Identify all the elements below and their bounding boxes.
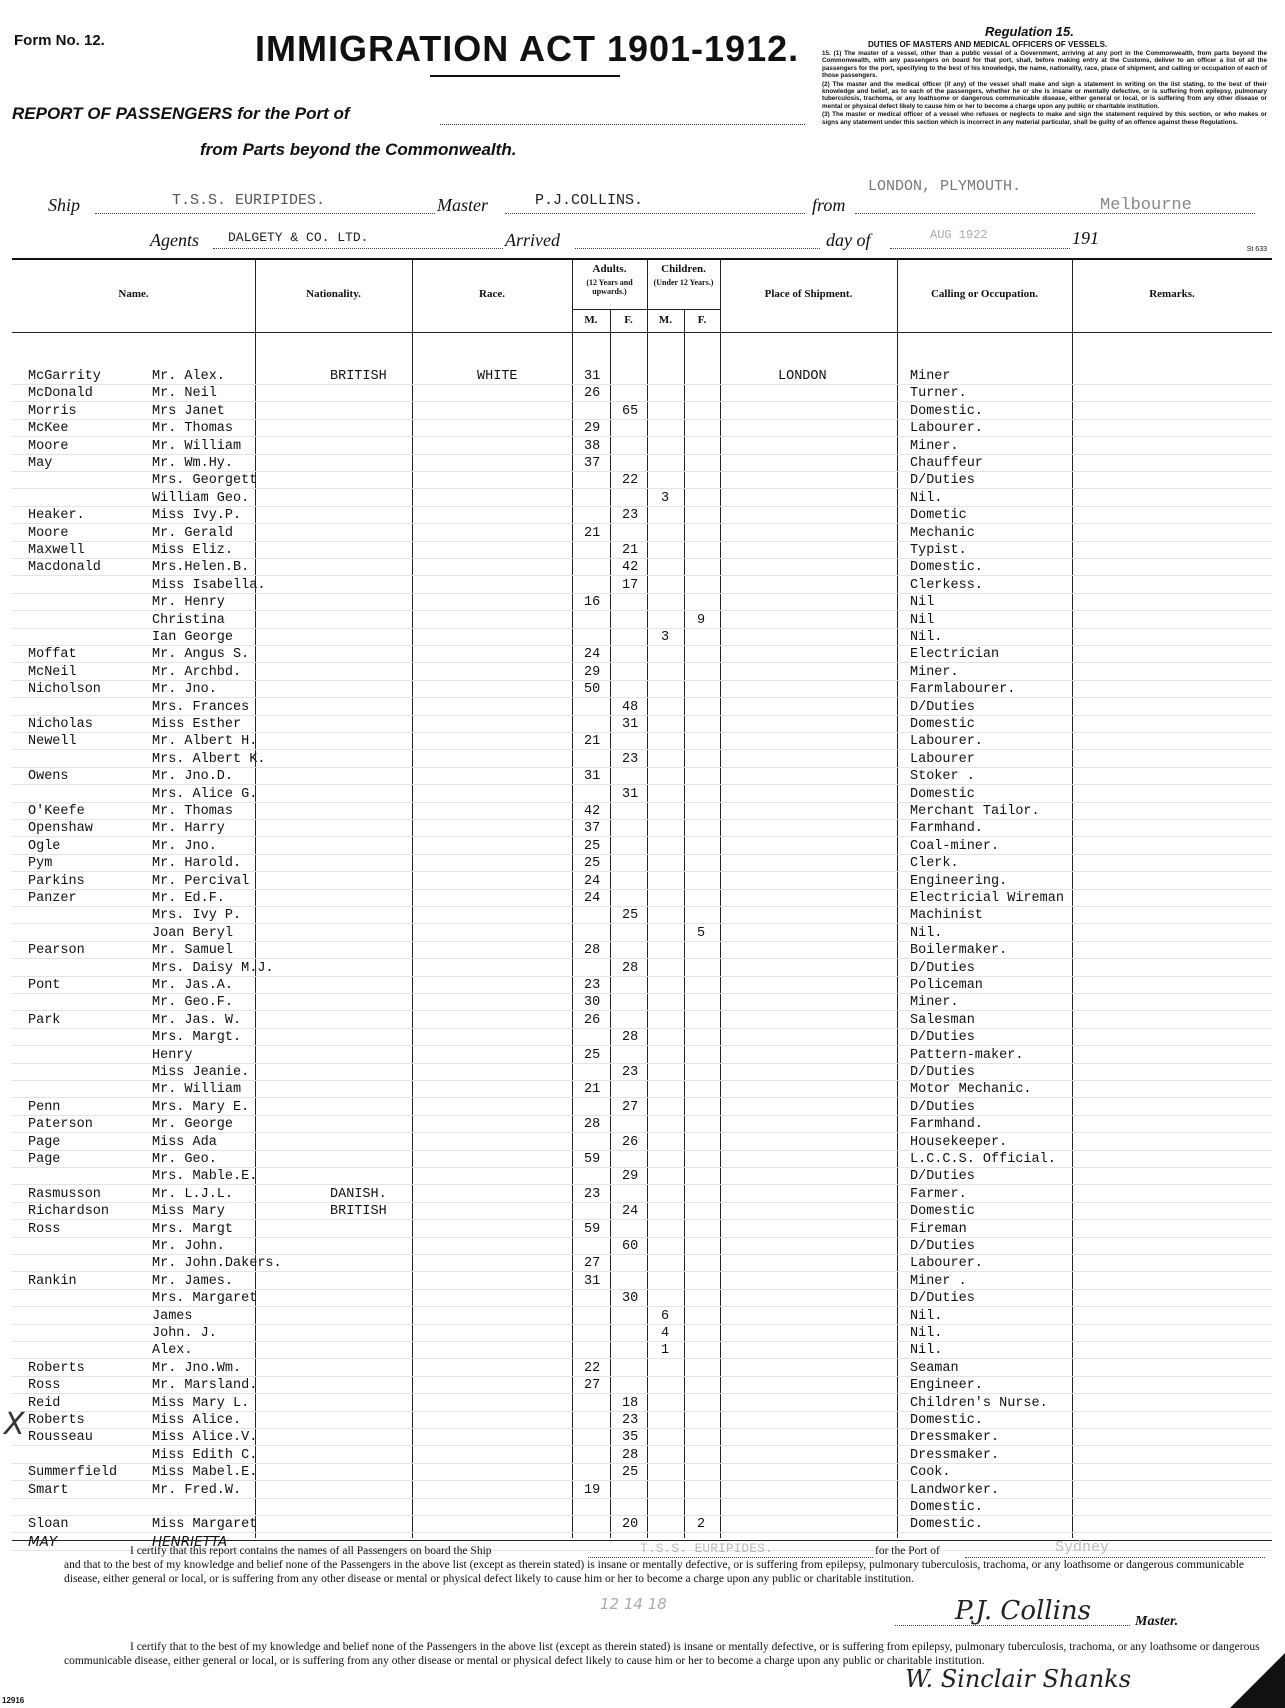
certificate-port-label: for the Port of: [875, 1545, 940, 1557]
surname: Openshaw: [28, 821, 93, 837]
given-name: Mr. Angus S.: [152, 647, 250, 663]
col-header-race: Race.: [479, 288, 505, 300]
adult-female-age: 65: [622, 403, 639, 419]
given-name: Mrs. Mable.E.: [152, 1169, 258, 1185]
given-name: Alex.: [152, 1343, 193, 1359]
occupation: Domestic: [910, 1204, 975, 1220]
given-name: Miss Esther: [152, 717, 242, 732]
col-header-adult-f: F.: [624, 314, 633, 326]
regulation-subtitle: DUTIES OF MASTERS AND MEDICAL OFFICERS OF VESSELS.: [868, 40, 1108, 49]
occupation: Dometic: [910, 508, 967, 524]
given-name: Miss Alice.: [152, 1413, 242, 1428]
child-male-age: 3: [661, 490, 670, 506]
occupation: L.C.C.S. Official.: [910, 1152, 1056, 1167]
given-name: Mr. Samuel: [152, 943, 234, 959]
occupation: Domestic.: [910, 403, 983, 419]
surname: Pym: [28, 856, 53, 872]
occupation: Domestic.: [910, 1500, 983, 1515]
surname: Owens: [28, 769, 69, 785]
given-name: Mrs. Alice G.: [152, 786, 258, 802]
occupation: Nil.: [910, 1308, 943, 1324]
occupation: Nil.: [910, 630, 943, 645]
adult-female-age: 17: [622, 577, 639, 593]
surname: Moore: [28, 525, 69, 541]
occupation: Landworker.: [910, 1482, 1000, 1498]
regulation-title: Regulation 15.: [985, 24, 1074, 39]
adult-male-age: 27: [584, 1378, 601, 1394]
occupation: Seaman: [910, 1360, 959, 1376]
given-name: Mr. Thomas: [152, 804, 234, 819]
adult-male-age: 31: [584, 769, 601, 785]
adult-female-age: 23: [622, 1065, 639, 1080]
footer-code: 12916: [2, 1696, 25, 1705]
occupation: Nil.: [910, 1343, 943, 1359]
adult-male-age: 25: [584, 1047, 601, 1063]
adult-male-age: 29: [584, 421, 601, 437]
adult-female-age: 25: [622, 1465, 639, 1481]
form-number: Form No. 12.: [14, 32, 105, 49]
adult-female-age: 26: [622, 1134, 639, 1150]
given-name: Mrs. Frances: [152, 699, 250, 715]
surname: Roberts: [28, 1360, 85, 1376]
given-name: Miss Mary L.: [152, 1395, 250, 1411]
given-name: Mr. George: [152, 1117, 234, 1133]
given-name: Mr. Fred.W.: [152, 1482, 242, 1498]
surname: McKee: [28, 421, 69, 437]
agents-value: DALGETY & CO. LTD.: [228, 230, 369, 245]
occupation: D/Duties: [910, 1239, 975, 1254]
adult-female-age: 48: [622, 699, 639, 715]
surname: McGarrity: [28, 369, 101, 384]
occupation: Engineering.: [910, 873, 1008, 889]
regulation-para-3: (3) The master or medical officer of a vessel who refuses or neglects to make and sign the statement required by this section, or who makes or signs any statement under this section which is incorrect in any material particular, shall be guilty of an offence against these Regulations.: [822, 111, 1267, 126]
surname: Pearson: [28, 943, 85, 959]
given-name: Mr. Gerald: [152, 525, 234, 541]
adult-male-age: 28: [584, 1117, 601, 1133]
surname: Maxwell: [28, 543, 85, 558]
occupation: Domestic.: [910, 1413, 983, 1428]
given-name: Miss Margaret: [152, 1517, 258, 1533]
adult-male-age: 50: [584, 682, 601, 698]
adult-male-age: 29: [584, 664, 601, 680]
child-male-age: 1: [661, 1343, 670, 1359]
given-name: Mrs Janet: [152, 403, 225, 419]
year-label: 191: [1072, 228, 1099, 248]
adult-female-age: 25: [622, 908, 639, 924]
col-header-calling: Calling or Occupation.: [930, 288, 1039, 300]
occupation: D/Duties: [910, 960, 975, 976]
nationality: BRITISH: [330, 369, 387, 384]
col-header-child-f: F.: [697, 314, 707, 326]
occupation: Nil.: [910, 490, 943, 506]
adult-female-age: 22: [622, 473, 639, 489]
surname: May: [28, 456, 53, 471]
occupation: Fireman: [910, 1221, 967, 1237]
occupation: Domestic.: [910, 1517, 983, 1533]
occupation: Labourer.: [910, 1256, 983, 1272]
adult-male-age: 21: [584, 525, 601, 541]
arrival-stamp: AUG 1922: [930, 228, 988, 242]
adult-male-age: 23: [584, 1186, 601, 1202]
given-name: Mr. Wm.Hy.: [152, 456, 234, 471]
occupation: D/Duties: [910, 1030, 975, 1046]
surname: Paterson: [28, 1117, 93, 1133]
adult-male-age: 59: [584, 1221, 601, 1237]
occupation: Domestic.: [910, 560, 983, 576]
given-name: Mr. Jas. W.: [152, 1012, 242, 1028]
adult-female-age: 42: [622, 560, 639, 576]
surname: Newell: [28, 734, 77, 750]
given-name: Mr. Jno.: [152, 838, 217, 854]
certificate-ship: T.S.S. EURIPIDES.: [640, 1541, 773, 1556]
occupation: Machinist: [910, 908, 983, 924]
col-header-nationality: Nationality.: [306, 288, 361, 300]
occupation: Clerkess.: [910, 577, 983, 593]
arrived-label: Arrived: [505, 230, 560, 250]
ship-value: T.S.S. EURIPIDES.: [172, 192, 326, 209]
given-name: Mr. Albert H.: [152, 734, 258, 750]
col-header-children-sub: (Under 12 Years.): [653, 278, 714, 287]
adult-male-age: 37: [584, 821, 601, 837]
given-name: Mrs. Margt: [152, 1221, 234, 1237]
adult-male-age: 16: [584, 595, 601, 611]
occupation: Engineer.: [910, 1378, 983, 1394]
col-header-place: Place of Shipment.: [764, 288, 853, 300]
surname: Moffat: [28, 647, 77, 663]
surname: Parkins: [28, 873, 85, 889]
medical-officer-signature: W. Sinclair Shanks: [905, 1665, 1132, 1693]
given-name: Mr. Jno.: [152, 682, 217, 698]
child-male-age: 4: [661, 1326, 670, 1341]
given-name: Mr. Henry: [152, 595, 225, 611]
adult-male-age: 24: [584, 891, 601, 906]
col-header-name: Name.: [118, 288, 149, 300]
adult-female-age: 60: [622, 1239, 639, 1254]
occupation: Coal-miner.: [910, 838, 1000, 854]
given-name: James: [152, 1308, 193, 1324]
occupation: Nil: [910, 612, 935, 628]
occupation: Labourer.: [910, 734, 983, 750]
margin-cross-mark: X: [4, 1407, 25, 1442]
given-name: Mrs. Albert K.: [152, 751, 266, 767]
occupation: Merchant Tailor.: [910, 804, 1040, 819]
adult-male-age: 22: [584, 1360, 601, 1376]
given-name: Mr. Ed.F.: [152, 891, 225, 906]
from-value-2: Melbourne: [1100, 196, 1192, 215]
adult-male-age: 25: [584, 856, 601, 872]
given-name: Mr. L.J.L.: [152, 1186, 234, 1202]
from-value: LONDON, PLYMOUTH.: [868, 178, 1022, 195]
given-name: John. J.: [152, 1326, 217, 1341]
given-name: Mr. Neil: [152, 386, 217, 402]
surname: Park: [28, 1012, 61, 1028]
from-label: from: [812, 195, 846, 215]
child-male-age: 6: [661, 1308, 670, 1324]
surname: Richardson: [28, 1204, 110, 1220]
surname: Penn: [28, 1099, 61, 1115]
day-of-label: day of: [826, 230, 871, 250]
given-name: Mrs. Margaret: [152, 1291, 258, 1307]
adult-male-age: 21: [584, 734, 601, 750]
surname: Ogle: [28, 838, 61, 854]
given-name: Mr. John.Dakers.: [152, 1256, 282, 1272]
adult-female-age: 23: [622, 751, 639, 767]
given-name: Mr. John.: [152, 1239, 225, 1254]
report-line-1: REPORT OF PASSENGERS for the Port of: [12, 104, 350, 123]
occupation: Nil: [910, 595, 935, 611]
given-name: Mr. Percival: [152, 873, 250, 889]
occupation: Electricial Wireman: [910, 891, 1064, 906]
report-line-2: from Parts beyond the Commonwealth.: [200, 140, 517, 159]
given-name: Henry: [152, 1047, 193, 1063]
surname: Summerfield: [28, 1465, 118, 1481]
surname: Moore: [28, 438, 69, 454]
occupation: D/Duties: [910, 1169, 975, 1185]
adult-male-age: 27: [584, 1256, 601, 1272]
given-name: Mr. Jas.A.: [152, 978, 234, 993]
surname: Rasmusson: [28, 1186, 101, 1202]
master-label: Master.: [1135, 1614, 1179, 1629]
stock-code: St 633: [1246, 246, 1267, 253]
surname: MAY: [28, 1533, 58, 1550]
occupation: Turner.: [910, 386, 967, 402]
given-name: Mr. Alex.: [152, 369, 225, 384]
adult-male-age: 38: [584, 438, 601, 454]
agents-label: Agents: [150, 230, 199, 250]
given-name: Miss Ivy.P.: [152, 508, 242, 524]
occupation: Salesman: [910, 1012, 975, 1028]
occupation: Dressmaker.: [910, 1447, 1000, 1463]
occupation: Miner.: [910, 438, 959, 454]
adult-male-age: 31: [584, 369, 601, 384]
adult-female-age: 28: [622, 960, 639, 976]
given-name: Mr. Harold.: [152, 856, 242, 872]
adult-female-age: 24: [622, 1204, 639, 1220]
given-name: Mr. Thomas: [152, 421, 234, 437]
adult-male-age: 24: [584, 647, 601, 663]
adult-female-age: 29: [622, 1169, 639, 1185]
occupation: Boilermaker.: [910, 943, 1008, 959]
adult-female-age: 20: [622, 1517, 639, 1533]
adult-male-age: 19: [584, 1482, 601, 1498]
master-signature: P.J. Collins: [955, 1596, 1092, 1626]
occupation: D/Duties: [910, 1099, 975, 1115]
master-value: P.J.COLLINS.: [535, 192, 644, 209]
adult-male-age: 23: [584, 978, 601, 993]
adult-male-age: 24: [584, 873, 601, 889]
surname: Panzer: [28, 891, 77, 906]
occupation: D/Duties: [910, 699, 975, 715]
adult-male-age: 25: [584, 838, 601, 854]
surname: Ross: [28, 1378, 61, 1394]
nationality: DANISH.: [330, 1186, 387, 1202]
occupation: Nil.: [910, 925, 943, 941]
occupation: D/Duties: [910, 1291, 975, 1307]
given-name: Miss Alice.V.: [152, 1430, 258, 1446]
occupation: Domestic: [910, 786, 975, 802]
surname: O'Keefe: [28, 804, 85, 819]
adult-male-age: 28: [584, 943, 601, 959]
adult-male-age: 26: [584, 386, 601, 402]
occupation: D/Duties: [910, 473, 975, 489]
occupation: Miner.: [910, 995, 959, 1011]
given-name: Miss Jeanie.: [152, 1065, 250, 1080]
col-header-adults: Adults.: [592, 263, 627, 275]
surname: Sloan: [28, 1517, 69, 1533]
occupation: Miner.: [910, 664, 959, 680]
surname: Smart: [28, 1482, 69, 1498]
surname: Nicholas: [28, 717, 93, 732]
page-corner-mark: [1230, 1653, 1285, 1708]
certificate-2-text: I certify that to the best of my knowledge and belief none of the Passengers in the above list (except as therein stated) is insane or mentally defective, or is suffering from epilepsy, pulmonary tuberculosis, trachoma, or any loathsome or dangerous communicable disease, either general or local, or is suffering from any other disease or mental or physical defect likely to cause him or her to become a charge upon any public or charitable institution.: [64, 1641, 1260, 1667]
occupation: Mechanic: [910, 525, 975, 541]
occupation: Policeman: [910, 978, 983, 993]
adult-male-age: 59: [584, 1152, 601, 1167]
adult-female-age: 23: [622, 1413, 639, 1428]
occupation: Miner: [910, 369, 951, 384]
given-name: Mr. Harry: [152, 821, 225, 837]
given-name: HENRIETTA: [152, 1533, 228, 1550]
master-signature-line: [895, 1625, 1130, 1626]
surname: Nicholson: [28, 682, 101, 698]
occupation: D/Duties: [910, 1065, 975, 1080]
handwritten-reference: 12 14 18: [600, 1595, 667, 1613]
occupation: Chauffeur: [910, 456, 983, 471]
adult-female-age: 18: [622, 1395, 639, 1411]
given-name: Miss Mabel.E.: [152, 1465, 258, 1481]
occupation: Typist.: [910, 543, 967, 558]
given-name: Miss Edith C.: [152, 1447, 258, 1463]
given-name: Mr. James.: [152, 1273, 234, 1289]
occupation: Stoker .: [910, 769, 975, 785]
given-name: Mrs.Helen.B.: [152, 560, 250, 576]
given-name: Christina: [152, 612, 225, 628]
given-name: Mr. Geo.: [152, 1152, 217, 1167]
col-header-adults-sub: (12 Years and upwards.): [586, 278, 633, 296]
adult-male-age: 30: [584, 995, 601, 1011]
adult-female-age: 31: [622, 786, 639, 802]
adult-male-age: 21: [584, 1082, 601, 1098]
ship-label: Ship: [48, 195, 81, 215]
adult-female-age: 31: [622, 717, 639, 732]
surname: Pont: [28, 978, 61, 993]
given-name: Mrs. Margt.: [152, 1030, 242, 1046]
occupation: Cook.: [910, 1465, 951, 1481]
given-name: Mr. William: [152, 1082, 242, 1098]
occupation: Nil.: [910, 1326, 943, 1341]
adult-male-age: 31: [584, 1273, 601, 1289]
surname: Rousseau: [28, 1430, 93, 1446]
surname: McDonald: [28, 386, 93, 402]
occupation: Motor Mechanic.: [910, 1082, 1032, 1098]
document-title: IMMIGRATION ACT 1901-1912.: [255, 28, 800, 69]
surname: Reid: [28, 1395, 61, 1411]
given-name: Miss Eliz.: [152, 543, 234, 558]
given-name: Mrs. Mary E.: [152, 1099, 250, 1115]
given-name: Mr. Geo.F.: [152, 995, 234, 1011]
surname: Ross: [28, 1221, 61, 1237]
adult-female-age: 23: [622, 508, 639, 524]
given-name: Miss Isabella.: [152, 577, 266, 593]
given-name: Mr. William: [152, 438, 242, 454]
certificate-1-text: and that to the best of my knowledge and belief none of the Passengers in the above list (except as therein stated) is insane or mentally defective, or is suffering from epilepsy, pulmonary tuberculosis, trachoma, or any loathsome or dangerous communicable disease, either general or local, or is suffering from any other disease or mental or physical defect likely to cause him or her to become a charge upon any public or charitable institution.: [64, 1559, 1245, 1585]
col-header-adult-m: M.: [584, 314, 598, 326]
given-name: Mr. Jno.Wm.: [152, 1360, 242, 1376]
regulation-para-2: (2) The master and the medical officer (if any) of the vessel shall make and sign a statement in writing on the list stating, to the best of their knowledge and belief, as to each of the passengers, whether he or she is insane or mentally defective, or is suffering from epilepsy, pulmonary tuberculosis, trachoma, or any loathsome or dangerous communicable disease, either general or local, or is suffering from any other disease or mental or physical defect likely to cause him or her to become a charge upon any public or charitable institution.: [822, 80, 1267, 110]
adult-female-age: 21: [622, 543, 639, 558]
given-name: Mrs. Daisy M.J.: [152, 960, 274, 976]
adult-female-age: 28: [622, 1447, 639, 1463]
given-name: Mr. Marsland.: [152, 1378, 258, 1394]
surname: Page: [28, 1134, 61, 1150]
col-header-remarks: Remarks.: [1149, 288, 1195, 300]
surname: Rankin: [28, 1273, 77, 1289]
adult-female-age: 35: [622, 1430, 639, 1446]
given-name: Miss Mary: [152, 1204, 225, 1220]
occupation: Farmhand.: [910, 1117, 983, 1133]
surname: Heaker.: [28, 508, 85, 524]
given-name: Ian George: [152, 630, 234, 645]
given-name: Mr. Archbd.: [152, 664, 242, 680]
adult-female-age: 28: [622, 1030, 639, 1046]
race: WHITE: [477, 369, 518, 384]
child-male-age: 3: [661, 630, 670, 645]
child-female-age: 9: [697, 612, 706, 628]
nationality: BRITISH: [330, 1204, 387, 1220]
surname: Macdonald: [28, 560, 101, 576]
adult-male-age: 26: [584, 1012, 601, 1028]
surname: Page: [28, 1152, 61, 1167]
occupation: Electrician: [910, 647, 1000, 663]
surname: Morris: [28, 403, 77, 419]
occupation: Farmer.: [910, 1186, 967, 1202]
regulation-para-1: 15. (1) The master of a vessel, other than a public vessel of a Government, arriving at any port in the Commonwealth, from parts beyond the Commonwealth, with any passengers on board for that port, shall, before making entry at the Customs, deliver to an officer a list of all the passengers for the port, specifying to the best of his knowledge, the name, nationality, race, place of shipment, and calling or occupation of each of those passengers.: [822, 50, 1267, 80]
occupation: Labourer: [910, 751, 975, 767]
given-name: Mrs. Ivy P.: [152, 908, 242, 924]
occupation: Dressmaker.: [910, 1430, 1000, 1446]
occupation: Domestic: [910, 717, 975, 732]
adult-female-age: 30: [622, 1291, 639, 1307]
child-female-age: 5: [697, 925, 706, 941]
given-name: Miss Ada: [152, 1134, 217, 1150]
child-female-age: 2: [697, 1517, 706, 1533]
place-of-shipment: LONDON: [778, 369, 827, 384]
surname: McNeil: [28, 664, 77, 680]
surname: Roberts: [28, 1413, 85, 1428]
occupation: Miner .: [910, 1273, 967, 1289]
given-name: Mrs. Georgett: [152, 473, 258, 489]
adult-male-age: 37: [584, 456, 601, 471]
master-label: Master: [437, 195, 488, 215]
occupation: Farmhand.: [910, 821, 983, 837]
occupation: Labourer.: [910, 421, 983, 437]
given-name: Mr. Jno.D.: [152, 769, 234, 785]
adult-female-age: 27: [622, 1099, 639, 1115]
occupation: Clerk.: [910, 856, 959, 872]
certificate-port: Sydney: [1055, 1539, 1110, 1556]
occupation: Housekeeper.: [910, 1134, 1008, 1150]
col-header-child-m: M.: [658, 314, 673, 326]
col-header-children: Children.: [661, 263, 706, 275]
occupation: Farmlabourer.: [910, 682, 1016, 698]
adult-male-age: 42: [584, 804, 601, 819]
certificate-1-intro: I certify that this report contains the names of all Passengers on board the Ship: [130, 1545, 492, 1557]
occupation: Pattern-maker.: [910, 1047, 1024, 1063]
given-name: William Geo.: [152, 490, 250, 506]
given-name: Joan Beryl: [152, 925, 234, 941]
occupation: Children's Nurse.: [910, 1395, 1048, 1411]
